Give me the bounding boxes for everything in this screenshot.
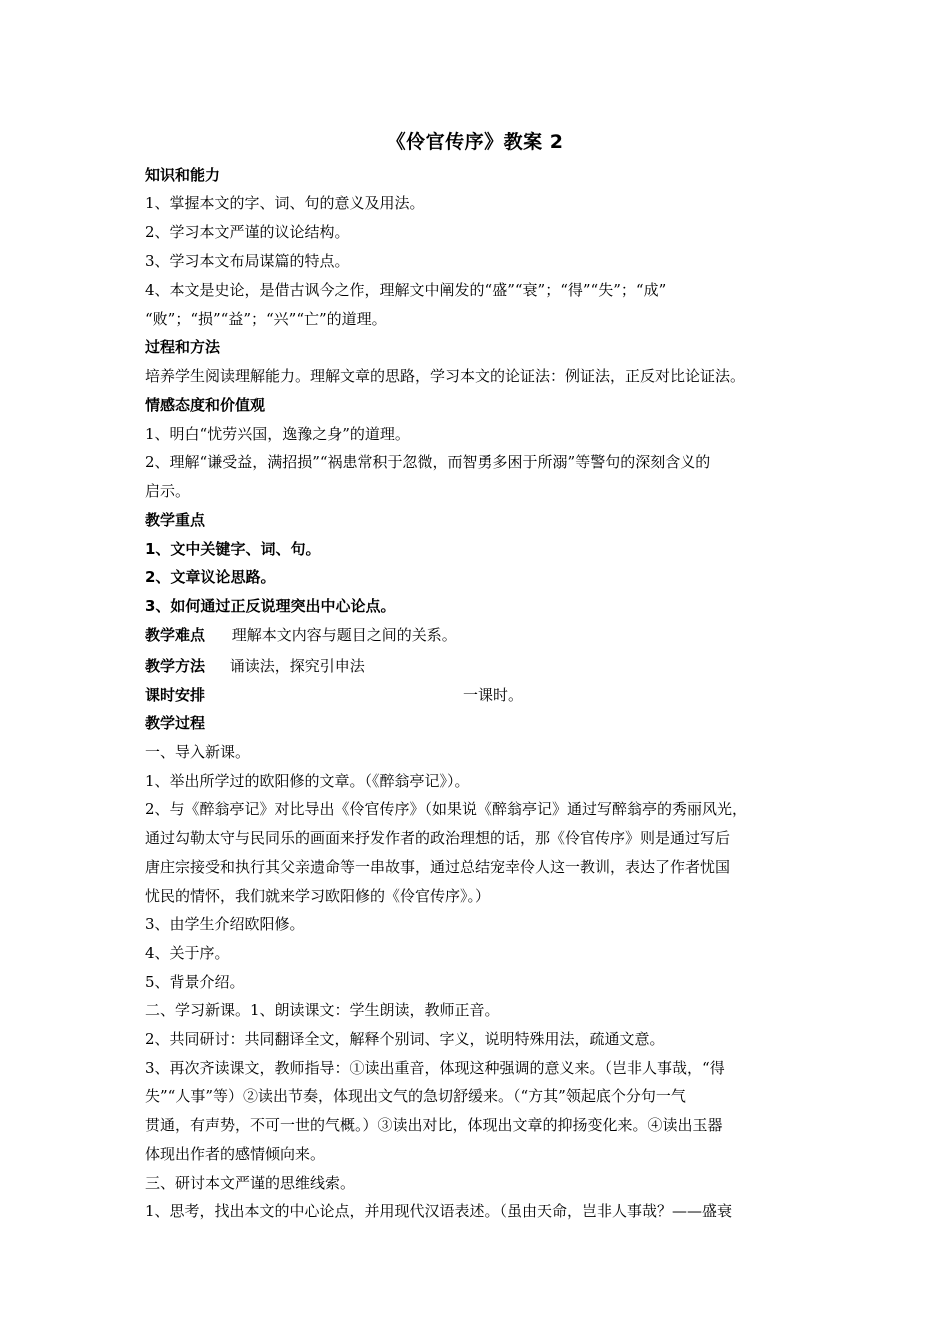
- paragraph-line: 体现出作者的感情倾向来。: [145, 1145, 326, 1163]
- method-label: 教学方法: [145, 657, 206, 675]
- paragraph-line: 1、掌握本文的字、词、句的意义及用法。: [145, 194, 425, 212]
- paragraph-line: 二、学习新课。1、朗读课文：学生朗读，教师正音。: [145, 1001, 500, 1019]
- document-title: 《伶官传序》教案 2: [386, 131, 564, 153]
- paragraph-line: 5、背景介绍。: [145, 973, 245, 991]
- paragraph-line: 2、学习本文严谨的议论结构。: [145, 223, 350, 241]
- paragraph-line: 1、明白“忧劳兴国，逸豫之身”的道理。: [145, 425, 410, 443]
- paragraph-line: 3、学习本文布局谋篇的特点。: [145, 252, 350, 270]
- paragraph-line: 失”“人事”等）②读出节奏，体现出文气的急切舒缓来。（“方其”领起底个分句一气: [145, 1087, 686, 1105]
- method-row: [145, 656, 825, 676]
- schedule-label: 课时安排: [145, 686, 206, 704]
- paragraph-line: 贯通，有声势，不可一世的气概。）③读出对比，体现出文章的抑扬变化来。④读出玉器: [145, 1116, 723, 1134]
- key-point-item: 2、文章议论思路。: [145, 568, 276, 586]
- paragraph-line: 2、与《醉翁亭记》对比导出《伶官传序》（如果说《醉翁亭记》通过写醉翁亭的秀丽风光，: [145, 800, 748, 818]
- paragraph-line: 4、本文是史论，是借古讽今之作，理解文中阐发的“盛”“衰”；“得”“失”；“成”: [145, 281, 667, 299]
- difficulty-value: 理解本文内容与题目之间的关系。: [231, 626, 457, 644]
- paragraph-line: 2、共同研讨：共同翻译全文，解释个别词、字义，说明特殊用法，疏通文意。: [145, 1030, 665, 1048]
- section-heading-emotion: 情感态度和价值观: [145, 396, 266, 414]
- paragraph-line: 3、由学生介绍欧阳修。: [145, 915, 305, 933]
- paragraph-line: 三、研讨本文严谨的思维线索。: [145, 1174, 356, 1192]
- difficulty-row: [145, 625, 825, 645]
- section-heading-key-points: 教学重点: [145, 511, 206, 529]
- paragraph-line: “败”；“损”“益”；“兴”“亡”的道理。: [145, 310, 387, 328]
- paragraph-line: 唐庄宗接受和执行其父亲遗命等一串故事，通过总结宠幸伶人这一教训，表达了作者忧国: [145, 858, 731, 876]
- method-value: 诵读法，探究引申法: [229, 657, 365, 675]
- schedule-value: 一课时。: [463, 686, 524, 704]
- paragraph-line: 培养学生阅读理解能力。理解文章的思路，学习本文的论证法：例证法，正反对比论证法。: [145, 367, 746, 385]
- paragraph-line: 1、思考，找出本文的中心论点，并用现代汉语表述。（虽由天命，岂非人事哉？——盛衰: [145, 1202, 733, 1220]
- paragraph-line: 4、关于序。: [145, 944, 230, 962]
- difficulty-label: 教学难点: [145, 626, 206, 644]
- key-point-item: 3、如何通过正反说理突出中心论点。: [145, 597, 396, 615]
- paragraph-line: 启示。: [145, 482, 191, 500]
- paragraph-line: 通过勾勒太守与民同乐的画面来抒发作者的政治理想的话，那《伶官传序》则是通过写后: [145, 829, 731, 847]
- section-heading-procedure: 教学过程: [145, 714, 206, 732]
- key-point-item: 1、文中关键字、词、句。: [145, 540, 321, 558]
- schedule-row: [145, 685, 825, 705]
- paragraph-line: 一、导入新课。: [145, 743, 251, 761]
- paragraph-line: 忧民的情怀，我们就来学习欧阳修的《伶官传序》。）: [145, 887, 491, 905]
- paragraph-line: 3、再次齐读课文，教师指导：①读出重音，体现这种强调的意义来。（岂非人事哉，“得: [145, 1059, 725, 1077]
- section-heading-process: 过程和方法: [145, 338, 221, 356]
- paragraph-line: 2、理解“谦受益，满招损”“祸患常积于忽微，而智勇多困于所溺”等警句的深刻含义的: [145, 453, 711, 471]
- paragraph-line: 1、举出所学过的欧阳修的文章。（《醉翁亭记》）。: [145, 772, 470, 790]
- section-heading-knowledge: 知识和能力: [145, 166, 221, 184]
